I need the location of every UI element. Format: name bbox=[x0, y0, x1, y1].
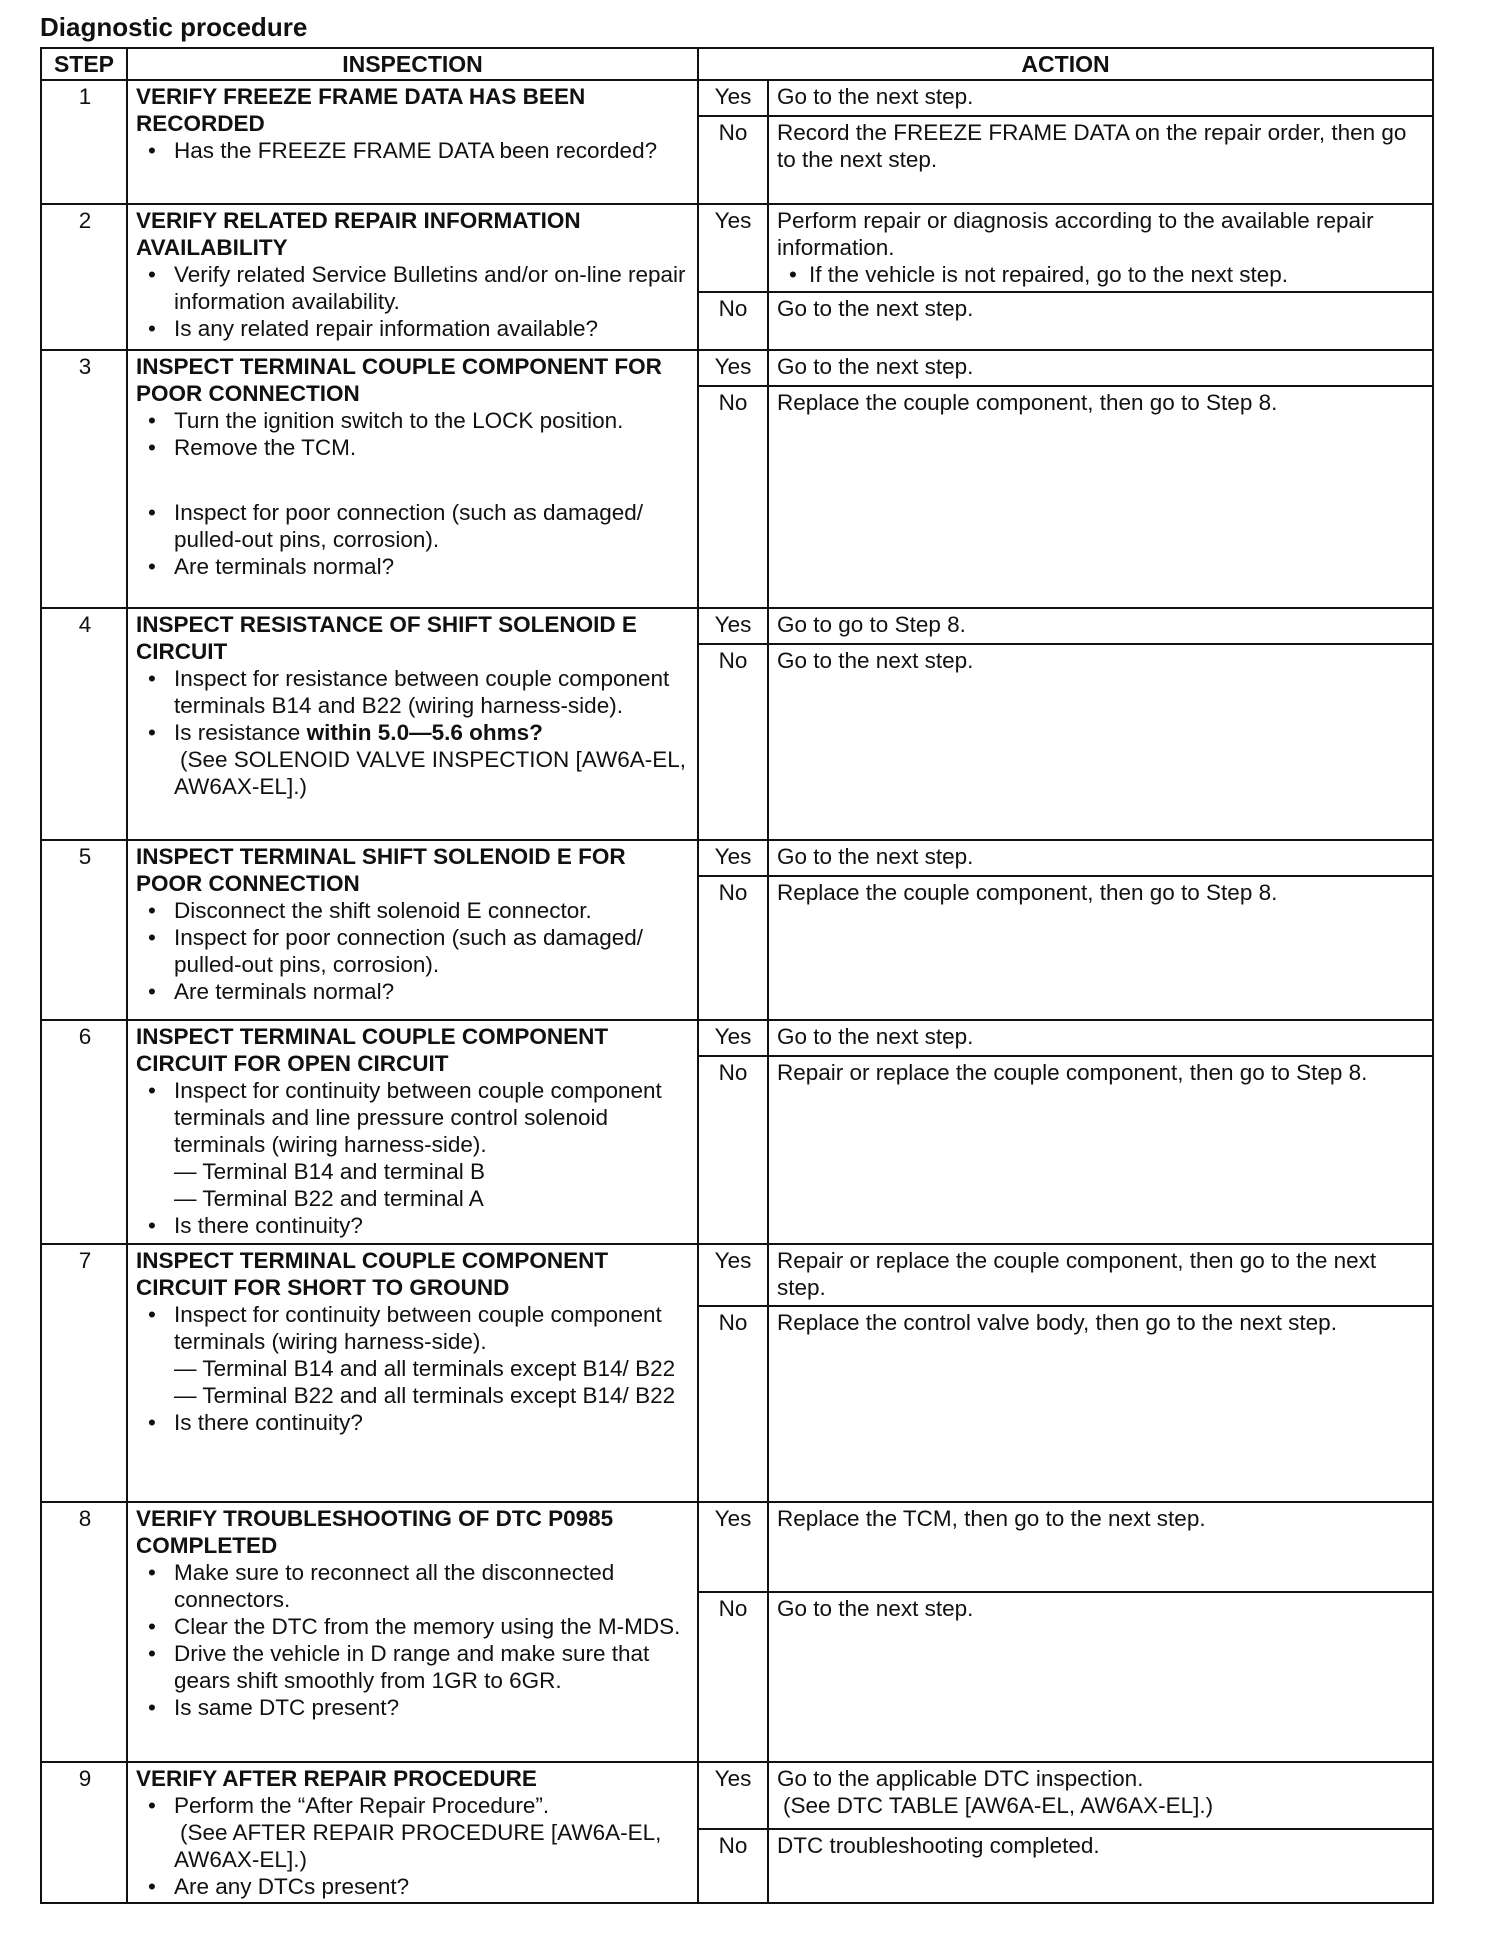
sub-item: — Terminal B14 and all terminals except B14/ B22 bbox=[174, 1356, 676, 1381]
yes-label: Yes bbox=[698, 1762, 768, 1829]
list-item: • Inspect for continuity between couple component terminals and line pressure control solenoid terminals (wiring harness-side). — Terminal B14 and terminal B — Terminal B22 and terminal A bbox=[136, 1077, 691, 1212]
list-item: • Verify related Service Bulletins and/or on-line repair information availability. bbox=[136, 261, 691, 315]
table-row bbox=[41, 1762, 1433, 1829]
table-row bbox=[41, 204, 1433, 292]
table-row bbox=[41, 608, 1433, 644]
page-title: Diagnostic procedure bbox=[40, 12, 308, 42]
no-action: Go to the next step. bbox=[768, 644, 1433, 840]
step-heading: VERIFY AFTER REPAIR PROCEDURE bbox=[136, 1766, 537, 1791]
step-heading: VERIFY FREEZE FRAME DATA HAS BEEN RECORDED bbox=[136, 84, 586, 136]
list-item: • Drive the vehicle in D range and make sure that gears shift smoothly from 1GR to 6GR. bbox=[136, 1640, 691, 1694]
no-action: Replace the couple component, then go to Step 8. bbox=[768, 386, 1433, 608]
step-inspection bbox=[127, 1244, 698, 1502]
yes-action-cell bbox=[768, 1762, 1433, 1829]
list-item: • Has the FREEZE FRAME DATA been recorded? bbox=[136, 137, 691, 164]
step-inspection bbox=[127, 1020, 698, 1244]
step-number: 6 bbox=[41, 1020, 127, 1244]
yes-action: Repair or replace the couple component, then go to the next step. bbox=[768, 1244, 1433, 1306]
table-row bbox=[41, 1502, 1433, 1592]
yes-label: Yes bbox=[698, 608, 768, 644]
no-label: No bbox=[698, 1592, 768, 1762]
no-label: No bbox=[698, 876, 768, 1020]
list-item: • Disconnect the shift solenoid E connector. bbox=[136, 897, 691, 924]
list-item: • Are any DTCs present? bbox=[136, 1873, 691, 1900]
yes-label: Yes bbox=[698, 80, 768, 116]
sub-item: — Terminal B14 and terminal B bbox=[174, 1159, 485, 1184]
yes-label: Yes bbox=[698, 350, 768, 386]
step-number: 4 bbox=[41, 608, 127, 840]
step-heading: INSPECT TERMINAL SHIFT SOLENOID E FOR POOR CONNECTION bbox=[136, 844, 626, 896]
yes-action: Replace the TCM, then go to the next step. bbox=[768, 1502, 1433, 1592]
header-inspection: INSPECTION bbox=[127, 48, 698, 80]
step-number: 2 bbox=[41, 204, 127, 350]
header-step: STEP bbox=[41, 48, 127, 80]
diagnostic-table bbox=[40, 47, 1434, 1904]
yes-action: Go to the next step. bbox=[768, 1020, 1433, 1056]
yes-action: Go to the applicable DTC inspection. bbox=[777, 1766, 1144, 1791]
no-label: No bbox=[698, 116, 768, 204]
list-item: • Turn the ignition switch to the LOCK position. bbox=[136, 407, 691, 434]
yes-action: Go to go to Step 8. bbox=[768, 608, 1433, 644]
list-item: • Inspect for poor connection (such as damaged/ pulled-out pins, corrosion). bbox=[136, 924, 691, 978]
list-item: • If the vehicle is not repaired, go to the next step. bbox=[777, 261, 1426, 288]
list-item: • Is resistance within 5.0—5.6 ohms? (See SOLENOID VALVE INSPECTION [AW6A-EL, AW6AX-EL].) bbox=[136, 719, 691, 800]
yes-label: Yes bbox=[698, 1020, 768, 1056]
table-row bbox=[41, 1244, 1433, 1306]
step-inspection bbox=[127, 1762, 698, 1903]
no-action: Go to the next step. bbox=[768, 292, 1433, 350]
list-item: • Clear the DTC from the memory using the M-MDS. bbox=[136, 1613, 691, 1640]
step-heading: INSPECT TERMINAL COUPLE COMPONENT CIRCUIT FOR SHORT TO GROUND bbox=[136, 1248, 609, 1300]
reference-link[interactable]: (See AFTER REPAIR PROCEDURE [AW6A-EL, AW6AX-EL].) bbox=[174, 1820, 662, 1872]
table-row bbox=[41, 80, 1433, 116]
yes-action: Go to the next step. bbox=[768, 80, 1433, 116]
yes-action: Go to the next step. bbox=[768, 840, 1433, 876]
step-number: 8 bbox=[41, 1502, 127, 1762]
step-heading: VERIFY TROUBLESHOOTING OF DTC P0985 COMPLETED bbox=[136, 1506, 614, 1558]
step-heading: INSPECT TERMINAL COUPLE COMPONENT FOR POOR CONNECTION bbox=[136, 354, 662, 406]
no-action: Replace the control valve body, then go to the next step. bbox=[768, 1306, 1433, 1502]
step-heading: VERIFY RELATED REPAIR INFORMATION AVAILABILITY bbox=[136, 208, 581, 260]
no-label: No bbox=[698, 1829, 768, 1903]
step-inspection bbox=[127, 350, 698, 608]
step-number: 3 bbox=[41, 350, 127, 608]
table-row bbox=[41, 350, 1433, 386]
no-action: Go to the next step. bbox=[768, 1592, 1433, 1762]
list-item: • Inspect for resistance between couple component terminals B14 and B22 (wiring harness-side). bbox=[136, 665, 691, 719]
yes-action-cell bbox=[768, 204, 1433, 292]
list-item: • Is there continuity? bbox=[136, 1212, 691, 1239]
yes-action: Perform repair or diagnosis according to the available repair information. bbox=[777, 208, 1374, 260]
list-item: • Are terminals normal? bbox=[136, 978, 691, 1005]
yes-label: Yes bbox=[698, 1502, 768, 1592]
yes-label: Yes bbox=[698, 1244, 768, 1306]
header-action: ACTION bbox=[698, 48, 1433, 80]
list-item: • Is same DTC present? bbox=[136, 1694, 691, 1721]
list-item: • Inspect for poor connection (such as damaged/ pulled-out pins, corrosion). bbox=[136, 499, 691, 553]
list-item: • Is there continuity? bbox=[136, 1409, 691, 1436]
step-number: 5 bbox=[41, 840, 127, 1020]
sub-item: — Terminal B22 and terminal A bbox=[174, 1186, 484, 1211]
yes-label: Yes bbox=[698, 840, 768, 876]
list-item: • Are terminals normal? bbox=[136, 553, 691, 580]
no-label: No bbox=[698, 1056, 768, 1244]
list-item: • Perform the “After Repair Procedure”. (See AFTER REPAIR PROCEDURE [AW6A-EL, AW6AX-EL].) bbox=[136, 1792, 691, 1873]
step-inspection bbox=[127, 80, 698, 204]
list-item: • Inspect for continuity between couple component terminals (wiring harness-side). — Terminal B14 and all terminals except B14/ B22 — Terminal B22 and all terminals except B14/ B22 bbox=[136, 1301, 691, 1409]
table-row bbox=[41, 840, 1433, 876]
list-item: • Make sure to reconnect all the disconnected connectors. bbox=[136, 1559, 691, 1613]
yes-action: Go to the next step. bbox=[768, 350, 1433, 386]
step-inspection bbox=[127, 608, 698, 840]
sub-item: — Terminal B22 and all terminals except B14/ B22 bbox=[174, 1383, 676, 1408]
step-inspection bbox=[127, 1502, 698, 1762]
no-label: No bbox=[698, 1306, 768, 1502]
step-inspection bbox=[127, 840, 698, 1020]
step-heading: INSPECT TERMINAL COUPLE COMPONENT CIRCUIT FOR OPEN CIRCUIT bbox=[136, 1024, 609, 1076]
step-number: 7 bbox=[41, 1244, 127, 1502]
step-number: 9 bbox=[41, 1762, 127, 1903]
no-action: Repair or replace the couple component, then go to Step 8. bbox=[768, 1056, 1433, 1244]
step-heading: INSPECT RESISTANCE OF SHIFT SOLENOID E CIRCUIT bbox=[136, 612, 637, 664]
no-action: DTC troubleshooting completed. bbox=[768, 1829, 1433, 1903]
table-row bbox=[41, 1020, 1433, 1056]
no-action: Record the FREEZE FRAME DATA on the repair order, then go to the next step. bbox=[768, 116, 1433, 204]
list-item: • Is any related repair information available? bbox=[136, 315, 691, 342]
no-action: Replace the couple component, then go to Step 8. bbox=[768, 876, 1433, 1020]
reference-link[interactable]: (See SOLENOID VALVE INSPECTION [AW6A-EL, AW6AX-EL].) bbox=[174, 747, 686, 799]
table-header-row bbox=[41, 48, 1433, 80]
yes-label: Yes bbox=[698, 204, 768, 292]
step-inspection bbox=[127, 204, 698, 350]
reference-link[interactable]: (See DTC TABLE [AW6A-EL, AW6AX-EL].) bbox=[783, 1793, 1214, 1818]
resistance-spec: within 5.0—5.6 ohms? bbox=[306, 720, 543, 745]
step-number: 1 bbox=[41, 80, 127, 204]
no-label: No bbox=[698, 386, 768, 608]
no-label: No bbox=[698, 644, 768, 840]
no-label: No bbox=[698, 292, 768, 350]
list-item: • Remove the TCM. bbox=[136, 434, 691, 461]
